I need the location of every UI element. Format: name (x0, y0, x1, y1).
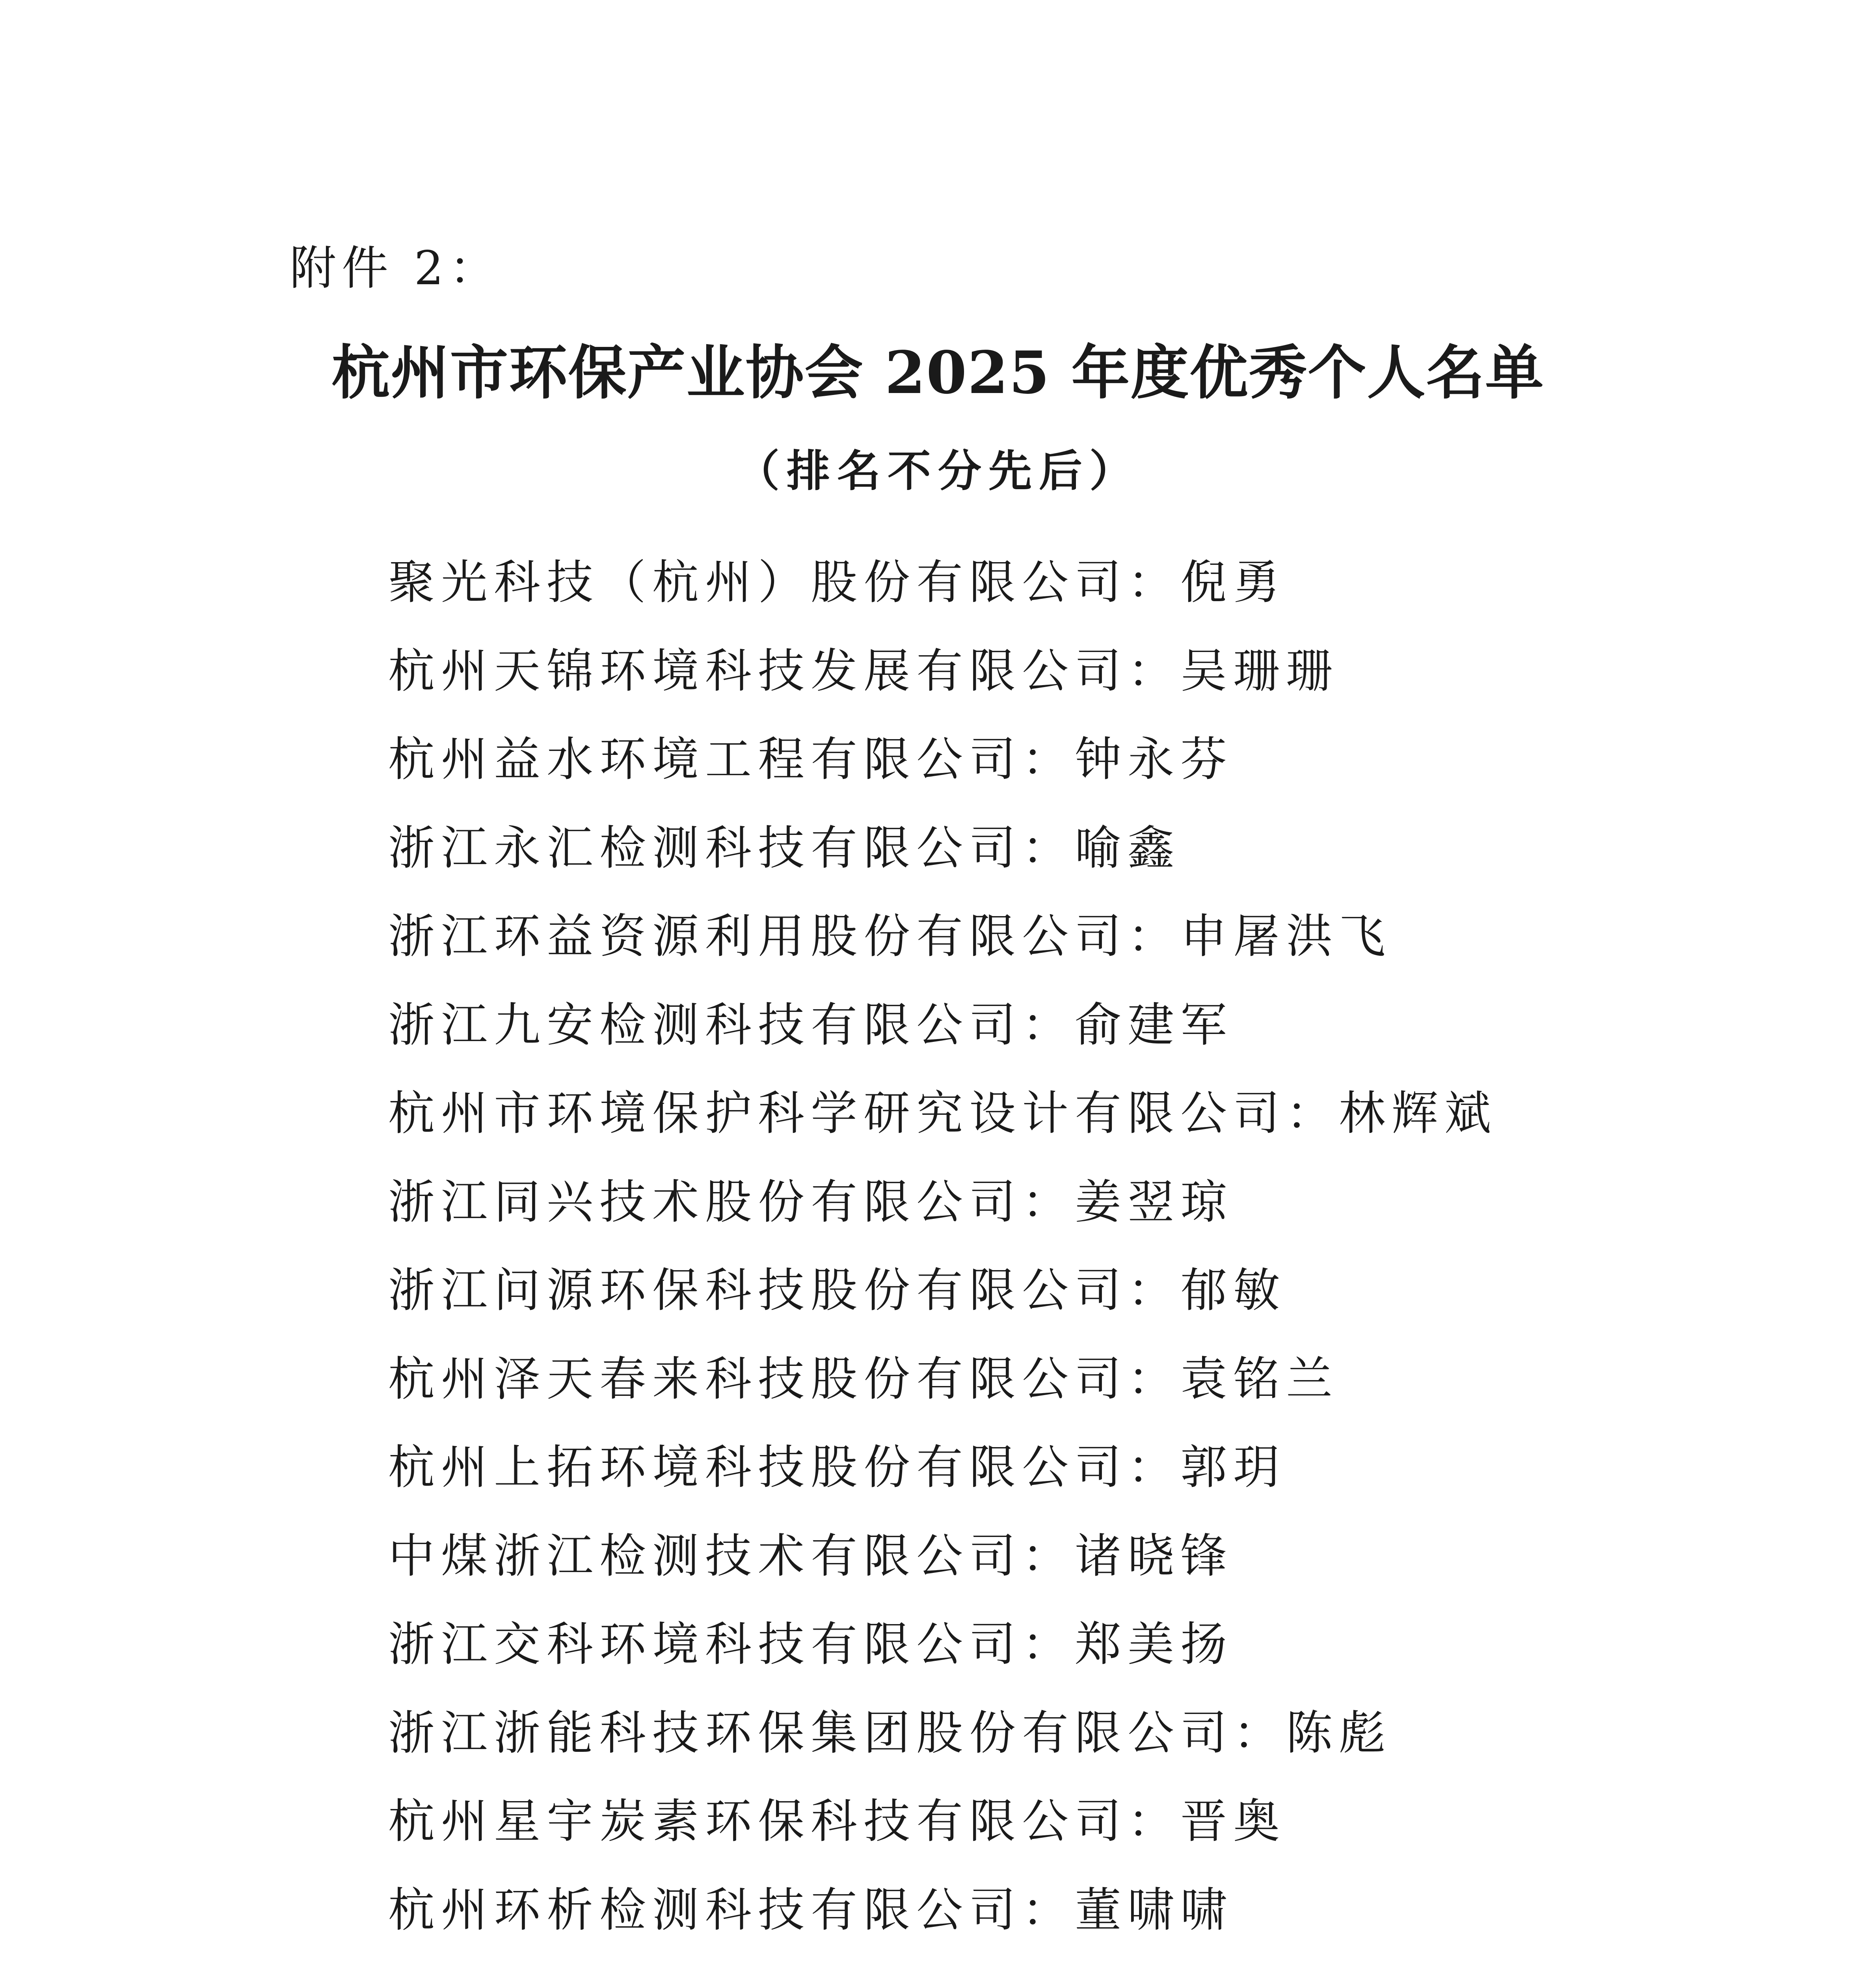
company-name: 杭州市环境保护科学研究设计有限公司 (388, 1086, 1286, 1140)
list-item: 杭州上拓环境科技股份有限公司：郭玥 (388, 1440, 1286, 1494)
company-name: 浙江同兴技术股份有限公司 (388, 1174, 1022, 1229)
person-name: 姜翌琼 (1075, 1174, 1234, 1229)
person-name: 郑美扬 (1075, 1617, 1234, 1671)
attachment-label: 附件 2： (290, 241, 501, 295)
company-name: 聚光科技（杭州）股份有限公司 (388, 555, 1128, 609)
person-name: 喻鑫 (1075, 820, 1181, 875)
company-name: 杭州天锦环境科技发展有限公司 (388, 643, 1128, 698)
list-item: 中煤浙江检测技术有限公司：诸晓锋 (388, 1528, 1234, 1583)
list-item: 浙江同兴技术股份有限公司：姜翌琼 (388, 1174, 1234, 1229)
list-item: 杭州环析检测科技有限公司：董啸啸 (388, 1882, 1234, 1937)
list-item: 杭州泽天春来科技股份有限公司：袁铭兰 (388, 1351, 1339, 1406)
list-item: 浙江永汇检测科技有限公司：喻鑫 (388, 820, 1181, 875)
list-item: 浙江九安检测科技有限公司：俞建军 (388, 997, 1234, 1052)
company-name: 杭州益水环境工程有限公司 (388, 732, 1022, 786)
person-name: 倪勇 (1180, 555, 1286, 609)
company-name: 浙江九安检测科技有限公司 (388, 997, 1022, 1052)
person-name: 董啸啸 (1075, 1882, 1234, 1937)
list-item (388, 1954, 1497, 1971)
list-item: 浙江浙能科技环保集团股份有限公司：陈彪 (388, 1705, 1392, 1760)
company-name: 浙江永汇检测科技有限公司 (388, 820, 1022, 875)
company-name: 杭州环析检测科技有限公司 (388, 1882, 1022, 1937)
document-title: 杭州市环保产业协会 2025 年度优秀个人名单 (331, 338, 1545, 407)
person-name: 郭玥 (1180, 1440, 1286, 1494)
person-name: 诸晓锋 (1075, 1528, 1234, 1583)
list-item: 聚光科技（杭州）股份有限公司：倪勇 (388, 555, 1286, 609)
list-item: 浙江交科环境科技有限公司：郑美扬 (388, 1617, 1234, 1671)
person-name: 袁铭兰 (1180, 1351, 1339, 1406)
list-item: 杭州市环境保护科学研究设计有限公司：林辉斌 (388, 1086, 1498, 1140)
person-name: 郁敏 (1180, 1263, 1286, 1317)
person-name: 钟永芬 (1075, 732, 1234, 786)
company-name: 浙江环益资源利用股份有限公司 (388, 909, 1128, 963)
person-name: 吴珊珊 (1180, 643, 1339, 698)
person-name: 林辉斌 (1339, 1086, 1498, 1140)
list-item: 浙江环益资源利用股份有限公司：申屠洪飞 (388, 909, 1392, 963)
awardee-list (388, 538, 1497, 1971)
company-name: 杭州泽天春来科技股份有限公司 (388, 1351, 1128, 1406)
list-item: 杭州星宇炭素环保科技有限公司：晋奥 (388, 1794, 1286, 1848)
document-subtitle: （排名不分先后） (736, 445, 1140, 496)
person-name: 晋奥 (1180, 1794, 1286, 1848)
list-item: 浙江问源环保科技股份有限公司：郁敏 (388, 1263, 1286, 1317)
list-item: 杭州益水环境工程有限公司：钟永芬 (388, 732, 1234, 786)
company-name: 浙江浙能科技环保集团股份有限公司 (388, 1705, 1234, 1760)
company-name: 杭州上拓环境科技股份有限公司 (388, 1440, 1128, 1494)
person-name: 俞建军 (1075, 997, 1234, 1052)
company-name: 杭州星宇炭素环保科技有限公司 (388, 1794, 1128, 1848)
company-name: 浙江问源环保科技股份有限公司 (388, 1263, 1128, 1317)
company-name: 浙江交科环境科技有限公司 (388, 1617, 1022, 1671)
company-name: 中煤浙江检测技术有限公司 (388, 1528, 1022, 1583)
list-item: 杭州天锦环境科技发展有限公司：吴珊珊 (388, 643, 1339, 698)
person-name: 申屠洪飞 (1180, 909, 1392, 963)
person-name: 陈彪 (1286, 1705, 1392, 1760)
